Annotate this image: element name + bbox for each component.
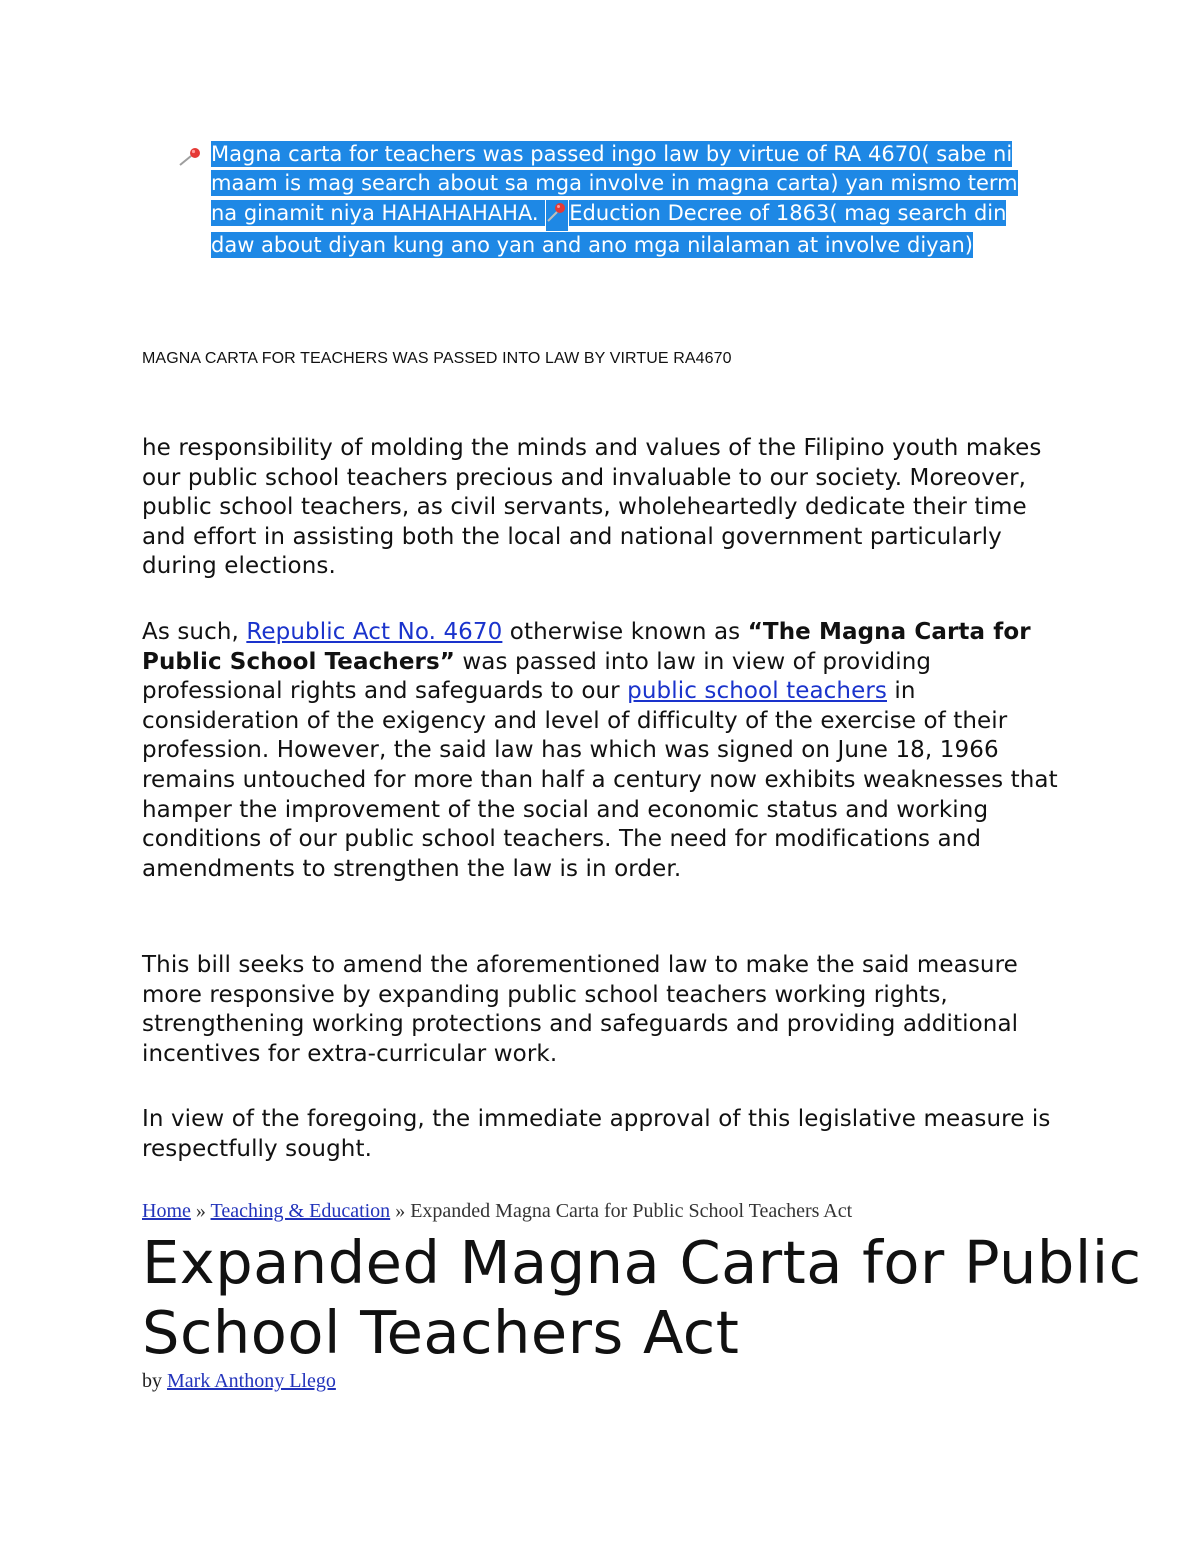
- byline-prefix: by: [142, 1370, 167, 1392]
- paragraph-approval: In view of the foregoing, the immediate approval of this legislative measure is respectfully sought.: [142, 1106, 1051, 1162]
- public-school-teachers-link[interactable]: public school teachers: [627, 678, 887, 705]
- breadcrumb-current: Expanded Magna Carta for Public School Teachers Act: [410, 1200, 853, 1222]
- note-selection-1[interactable]: Magna carta for teachers was passed ingo law by virtue of RA 4670( sabe ni maam is mag search about sa mga involve in magna carta) yan mismo term na ginamit niya HAHAHAHAHA.: [211, 142, 1018, 225]
- paragraph-intro: he responsibility of molding the minds and values of the Filipino youth makes our public school teachers precious and invaluable to our society. Moreover, public school teachers, as civil servants, wholeheartedly dedicate their time and effort in assisting both the local and national government particularly during elections.: [142, 435, 1042, 580]
- caps-heading: MAGNA CARTA FOR TEACHERS WAS PASSED INTO LAW BY VIRTUE RA4670: [142, 350, 732, 367]
- paragraph-text: in consideration of the exigency and level of difficulty of the exercise of their profession. However, the said law has which was signed on June 18, 1966 remains untouched for more than half a century now exhibits weaknesses that hamper the improvement of the social and economic status and working conditions of our public school teachers. The need for modifications and amendments to strengthen the law is in order.: [142, 678, 1058, 882]
- paragraph-bill: This bill seeks to amend the aforementioned law to make the said measure more responsive by expanding public school teachers working rights, strengthening working protections and safeguards and providing additional incentives for extra-curricular work.: [142, 952, 1019, 1067]
- byline: [142, 1370, 336, 1393]
- paragraph-text: As such,: [142, 619, 247, 645]
- article-title: Expanded Magna Carta for Public School Teachers Act: [142, 1228, 1142, 1367]
- act-name-bold: “The Magna Carta for Public School Teachers”: [142, 619, 1031, 675]
- paragraph-text: otherwise known as: [502, 619, 748, 645]
- breadcrumb-home-link[interactable]: Home: [142, 1200, 191, 1222]
- author-link[interactable]: Mark Anthony Llego: [167, 1370, 336, 1392]
- breadcrumb-separator: »: [190, 1200, 211, 1222]
- pushpin-icon: [178, 146, 204, 175]
- breadcrumb: [142, 1200, 852, 1223]
- breadcrumb-category-link[interactable]: Teaching & Education: [210, 1200, 391, 1222]
- pushpin-icon: [546, 200, 568, 231]
- paragraph-text: was passed into law in view of providing professional rights and safeguards to our: [142, 648, 932, 705]
- note-selection-2[interactable]: Eduction Decree of 1863( mag search din daw about diyan kung ano yan and ano mga nilalaman at involve diyan): [211, 200, 1007, 258]
- breadcrumb-separator: »: [390, 1200, 411, 1222]
- republic-act-link[interactable]: Republic Act No. 4670: [246, 619, 503, 645]
- paragraph-republic-act: [142, 618, 1072, 884]
- note-text[interactable]: [211, 140, 1046, 261]
- highlighted-note[interactable]: [178, 140, 1058, 261]
